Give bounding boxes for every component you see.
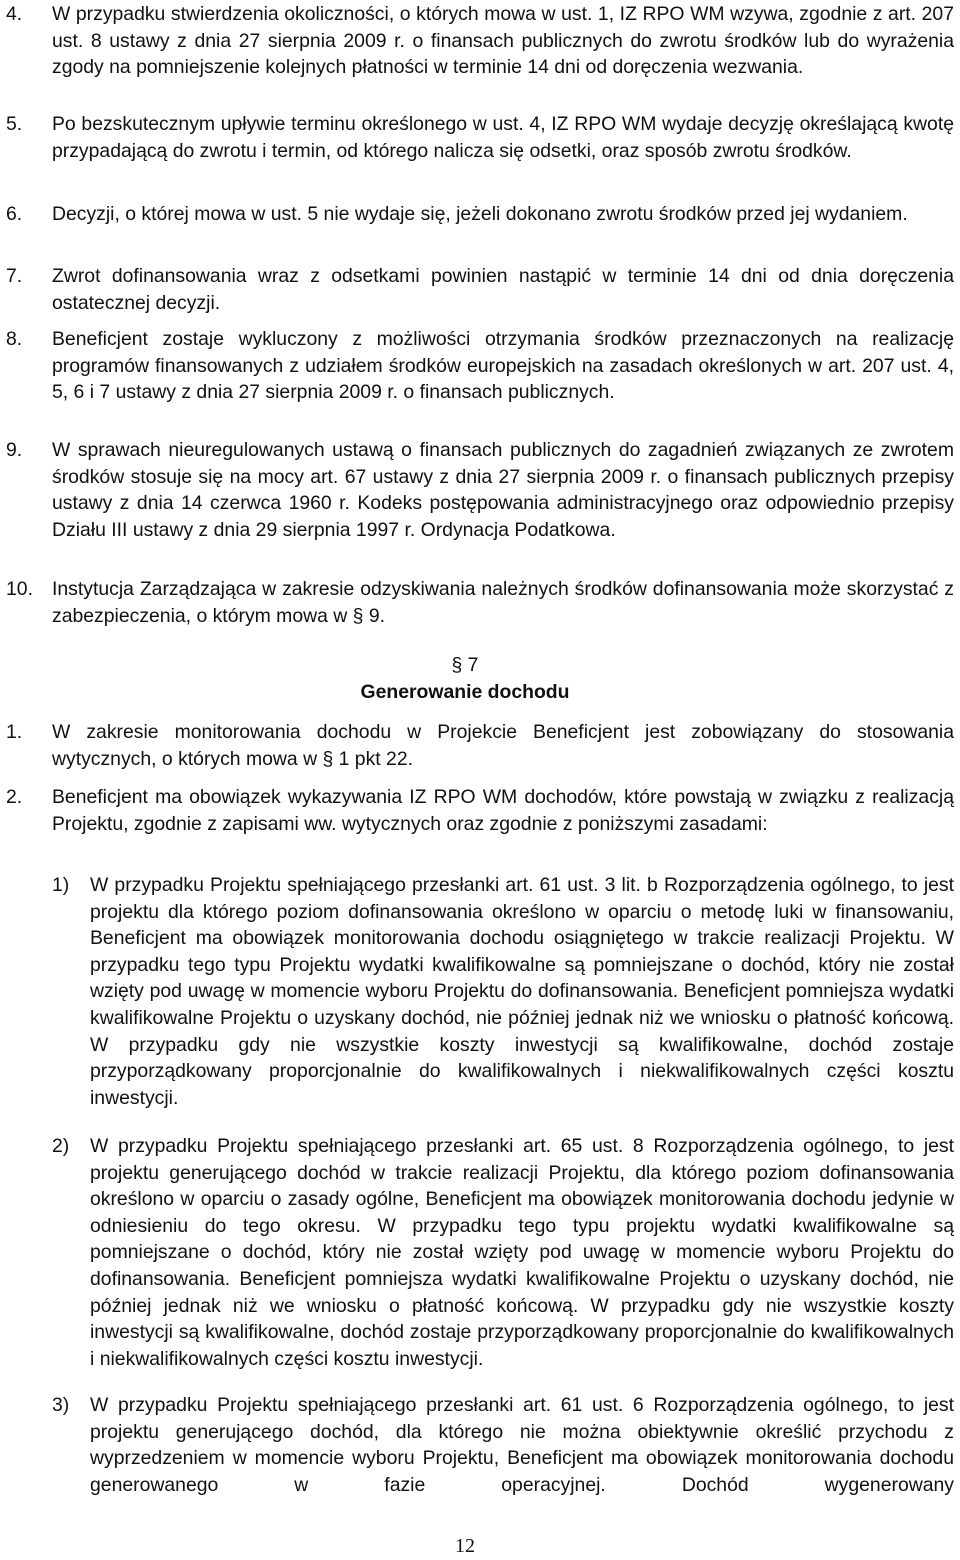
subitem-text: W przypadku Projektu spełniającego przesłanki art. 65 ust. 8 Rozporządzenia ogólnego, to jest projektu generującego dochód w trakcie realizacji Projektu, dla którego poziom dofinansowania określono w oparciu o zasady ogólne, Beneficjent ma obowiązek monitorowania dochodu jedynie w odniesieniu do tego okresu. W przypadku tego typu projektu wydatki kwalifikowalne są pomniejszane o dochód, który nie został wzięty pod uwagę w momencie wyboru Projektu do dofinansowania. Beneficjent pomniejsza wydatki kwalifikowalne Projektu o uzyskany dochód, nie później jednak niż we wniosku o płatność końcową. W przypadku gdy nie wszystkie koszty inwestycji są kwalifikowalne, dochód zostaje przyporządkowany proporcjonalnie do kwalifikowalnych i niekwalifikowalnych części kosztu inwestycji.	[90, 1135, 954, 1370]
subitem-text: W przypadku Projektu spełniającego przesłanki art. 61 ust. 3 lit. b Rozporządzenia ogólnego, to jest projektu dla którego poziom dofinansowania określono w oparciu o metodę luki w finansowaniu, Beneficjent ma obowiązek monitorowania dochodu osiągniętego w trakcie realizacji Projektu. W przypadku tego typu Projektu wydatki kwalifikowalne są pomniejszane o dochód, który nie został wzięty pod uwagę w momencie wyboru Projektu do dofinansowania. Beneficjent pomniejsza wydatki kwalifikowalne Projektu o uzyskany dochód, nie później jednak niż we wniosku o płatność końcową. W przypadku gdy nie wszystkie koszty inwestycji są kwalifikowalne, dochód zostaje przyporządkowany proporcjonalnie do kwalifikowalnych i niekwalifikowalnych części kosztu inwestycji.	[90, 874, 954, 1109]
item-number: 6.	[6, 203, 23, 225]
subitem-2	[0, 1133, 960, 1372]
section-number: § 7	[451, 654, 479, 676]
subitem-number: 3)	[52, 1394, 70, 1416]
item-number: 7.	[6, 265, 23, 287]
subitem-3	[0, 1392, 960, 1498]
item-text: Beneficjent zostaje wykluczony z możliwości otrzymania środków przeznaczonych na realizację programów finansowanych z udziałem środków europejskich na zasadach określonych w art. 207 ust. 4, 5, 6 i 7 ustawy z dnia 27 sierpnia 2009 r. o finansach publicznych.	[52, 328, 954, 404]
item-text: Po bezskutecznym upływie terminu określonego w ust. 4, IZ RPO WM wydaje decyzję określającą kwotę przypadającą do zwrotu i termin, od którego nalicza się odsetki, oraz sposób zwrotu środków.	[52, 113, 954, 162]
item-number: 1.	[6, 721, 23, 743]
item-number: 10.	[6, 578, 33, 600]
item-number: 4.	[6, 3, 23, 25]
page-number: 12	[455, 1535, 475, 1557]
section-heading	[0, 652, 930, 705]
item-text: W sprawach nieuregulowanych ustawą o finansach publicznych do zagadnień związanych ze zwrotem środków stosuje się na mocy art. 67 ustawy z dnia 27 sierpnia 2009 r. o finansach publicznych przepisy ustawy z dnia 14 czerwca 1960 r. Kodeks postępowania administracyjnego oraz odpowiednio przepisy Działu III ustawy z dnia 29 sierpnia 1997 r. Ordynacja Podatkowa.	[52, 439, 954, 541]
item-number: 8.	[6, 328, 23, 350]
section-title: Generowanie dochodu	[360, 680, 570, 703]
section-paragraph-2	[0, 784, 960, 837]
subitem-number: 1)	[52, 874, 70, 896]
item-text: W zakresie monitorowania dochodu w Projekcie Beneficjent jest zobowiązany do stosowania wytycznych, o których mowa w § 1 pkt 22.	[52, 721, 954, 770]
paragraph-6	[0, 201, 960, 228]
item-number: 5.	[6, 113, 23, 135]
section-paragraph-1	[0, 719, 960, 772]
item-text: Beneficjent ma obowiązek wykazywania IZ RPO WM dochodów, które powstają w związku z realizacją Projektu, zgodnie z zapisami ww. wytycznych oraz zgodnie z poniższymi zasadami:	[52, 786, 954, 835]
item-text: W przypadku stwierdzenia okoliczności, o których mowa w ust. 1, IZ RPO WM wzywa, zgodnie z art. 207 ust. 8 ustawy z dnia 27 sierpnia 2009 r. o finansach publicznych do zwrotu środków lub do wyrażenia zgody na pomniejszenie kolejnych płatności w terminie 14 dni od doręczenia wezwania.	[52, 3, 954, 79]
subitem-number: 2)	[52, 1135, 70, 1157]
paragraph-4	[0, 1, 960, 81]
item-number: 9.	[6, 439, 23, 461]
paragraph-5	[0, 111, 960, 164]
paragraph-9	[0, 437, 960, 543]
paragraph-8	[0, 326, 960, 406]
item-text: Decyzji, o której mowa w ust. 5 nie wydaje się, jeżeli dokonano zwrotu środków przed jej wydaniem.	[52, 203, 908, 225]
paragraph-10	[0, 576, 960, 629]
item-text: Instytucja Zarządzająca w zakresie odzyskiwania należnych środków dofinansowania może skorzystać z zabezpieczenia, o którym mowa w § 9.	[52, 578, 954, 627]
subitem-text: W przypadku Projektu spełniającego przesłanki art. 61 ust. 6 Rozporządzenia ogólnego, to jest projektu generującego dochód, dla którego nie można obiektywnie określić przychodu z wyprzedzeniem w momencie wyboru Projektu, Beneficjent ma obowiązek monitorowania dochodu generowanego w fazie operacyjnej. Dochód wygenerowany	[90, 1394, 954, 1496]
subitem-1	[0, 872, 960, 1111]
item-text: Zwrot dofinansowania wraz z odsetkami powinien nastąpić w terminie 14 dni od dnia doręczenia ostatecznej decyzji.	[52, 265, 954, 314]
paragraph-7	[0, 263, 960, 316]
item-number: 2.	[6, 786, 23, 808]
